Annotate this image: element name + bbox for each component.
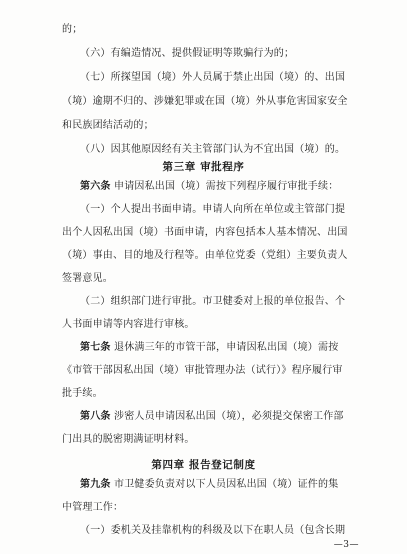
text-line: 出个人因私出国（境）书面申请，内容包括本人基本情况、出国 xyxy=(62,227,348,238)
text-line: （二）组织部门进行审批。市卫健委对上报的单位报告、个 xyxy=(80,296,346,307)
text-line: 人书面申请等内容进行审核。 xyxy=(62,319,195,330)
article-label: 第六条 xyxy=(80,181,111,192)
text-line: （境）事由、目的地及行程等。由单位党委（党组）主要负责人 xyxy=(62,250,348,261)
text-line: （六）有编造情况、提供假证明等欺骗行为的； xyxy=(80,48,295,59)
article-text: 市卫健委负责对以下人员因私出国（境）证件的集 xyxy=(110,479,339,490)
article-9 xyxy=(80,473,363,497)
article-6 xyxy=(80,175,363,199)
chapter-4-heading: 第四章 报告登记制度 xyxy=(151,459,256,471)
chapter-3-heading: 第三章 审批程序 xyxy=(162,161,245,173)
text-line: （七）所探望国（境）外人员属于禁止出国（境）的、出国 xyxy=(80,72,346,83)
article-label: 第九条 xyxy=(80,479,111,490)
text-line: 门出具的脱密期满证明材料。 xyxy=(62,434,195,445)
text-line: （境）逾期不归的、涉嫌犯罪或在国（境）外从事危害国家安全 xyxy=(62,96,348,107)
text-line: 和民族团结活动的； xyxy=(62,120,154,131)
text-line: （一）委机关及挂靠机构的科级及以下在职人员（包含长期 xyxy=(80,525,346,536)
text-line: 批手续。 xyxy=(62,388,103,399)
text-line: （八）因其他原因经有关主管部门认为不宜出国（境）的。 xyxy=(80,144,346,155)
article-label: 第七条 xyxy=(80,342,111,353)
page-number: —3— xyxy=(333,540,359,550)
article-7 xyxy=(80,336,363,360)
text-line: 中管理工作： xyxy=(62,502,124,513)
text-line: 《市管干部因私出国（境）审批管理办法（试行）》程序履行审 xyxy=(62,365,343,376)
article-text: 申请因私出国（境）需按下列程序履行审批手续： xyxy=(110,181,339,192)
article-text: 涉密人员申请因私出国（境），必须提交保密工作部 xyxy=(110,411,344,422)
text-line: 签署意见。 xyxy=(62,273,113,284)
text-line: （一）个人提出书面申请。申请人向所在单位或主管部门提 xyxy=(80,204,346,215)
article-8 xyxy=(80,405,363,429)
article-label: 第八条 xyxy=(80,411,111,422)
text-line: 的； xyxy=(62,24,83,35)
article-text: 退休满三年的市管干部，申请因私出国（境）需按 xyxy=(110,342,339,353)
